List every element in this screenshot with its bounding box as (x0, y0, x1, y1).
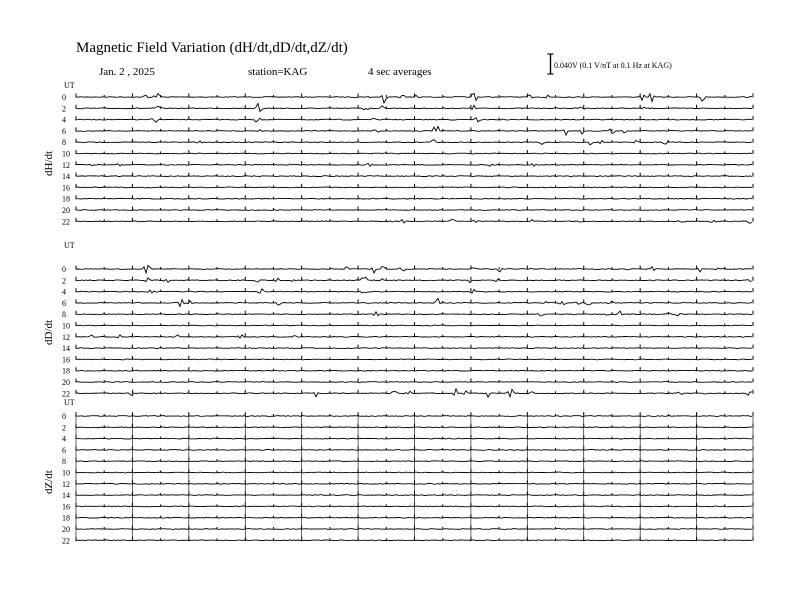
row-label: 20 (62, 378, 70, 387)
row-label: 12 (62, 479, 70, 489)
panel-dhdt (43, 81, 753, 226)
panel-ylabel: dH/dt (43, 150, 55, 176)
row-label: 6 (62, 445, 66, 455)
row-label: 18 (62, 194, 70, 204)
row-label: 6 (62, 298, 66, 308)
row-label: 20 (62, 525, 70, 534)
row-label: 12 (62, 332, 70, 342)
row-label: 16 (62, 183, 70, 193)
row-label: 12 (62, 160, 70, 170)
row-label: 14 (62, 491, 70, 501)
panel-ylabel: dZ/dt (43, 470, 55, 494)
row-label: 22 (62, 389, 70, 399)
panel-dddt (43, 241, 753, 398)
row-label: 4 (62, 287, 66, 297)
row-label: 4 (62, 434, 66, 444)
row-label: 8 (62, 138, 66, 148)
chart-title: Magnetic Field Variation (dH/dt,dD/dt,dZ/dt) (76, 40, 348, 56)
row-label: 4 (62, 115, 66, 125)
row-label: 14 (62, 344, 70, 354)
date-label: Jan. 2 , 2025 (99, 66, 155, 78)
row-label: 20 (62, 206, 70, 215)
row-label: 0 (62, 412, 66, 421)
ut-axis-label: UT (64, 241, 75, 250)
row-label: 18 (62, 513, 70, 523)
row-label: 8 (62, 457, 66, 467)
row-label: 18 (62, 366, 70, 376)
row-label: 6 (62, 126, 66, 136)
row-label: 16 (62, 502, 70, 512)
row-label: 14 (62, 172, 70, 182)
row-label: 22 (62, 217, 70, 227)
ut-axis-label: UT (64, 81, 75, 90)
row-label: 0 (62, 93, 66, 102)
panel-ylabel: dD/dt (43, 319, 55, 345)
ut-axis-label: UT (64, 398, 75, 407)
row-label: 22 (62, 536, 70, 546)
row-label: 8 (62, 310, 66, 320)
row-label: 10 (62, 149, 70, 159)
panel-dzdt (43, 398, 753, 545)
row-label: 0 (62, 265, 66, 274)
row-label: 2 (62, 423, 66, 433)
scale-label: 0.040V (0.1 V/nT at 0.1 Hz at KAG) (554, 61, 672, 70)
row-label: 2 (62, 104, 66, 114)
row-label: 10 (62, 321, 70, 331)
row-label: 10 (62, 468, 70, 478)
row-label: 16 (62, 355, 70, 365)
averages-label: 4 sec averages (368, 66, 432, 78)
row-label: 2 (62, 276, 66, 286)
station-label: station=KAG (248, 66, 308, 78)
